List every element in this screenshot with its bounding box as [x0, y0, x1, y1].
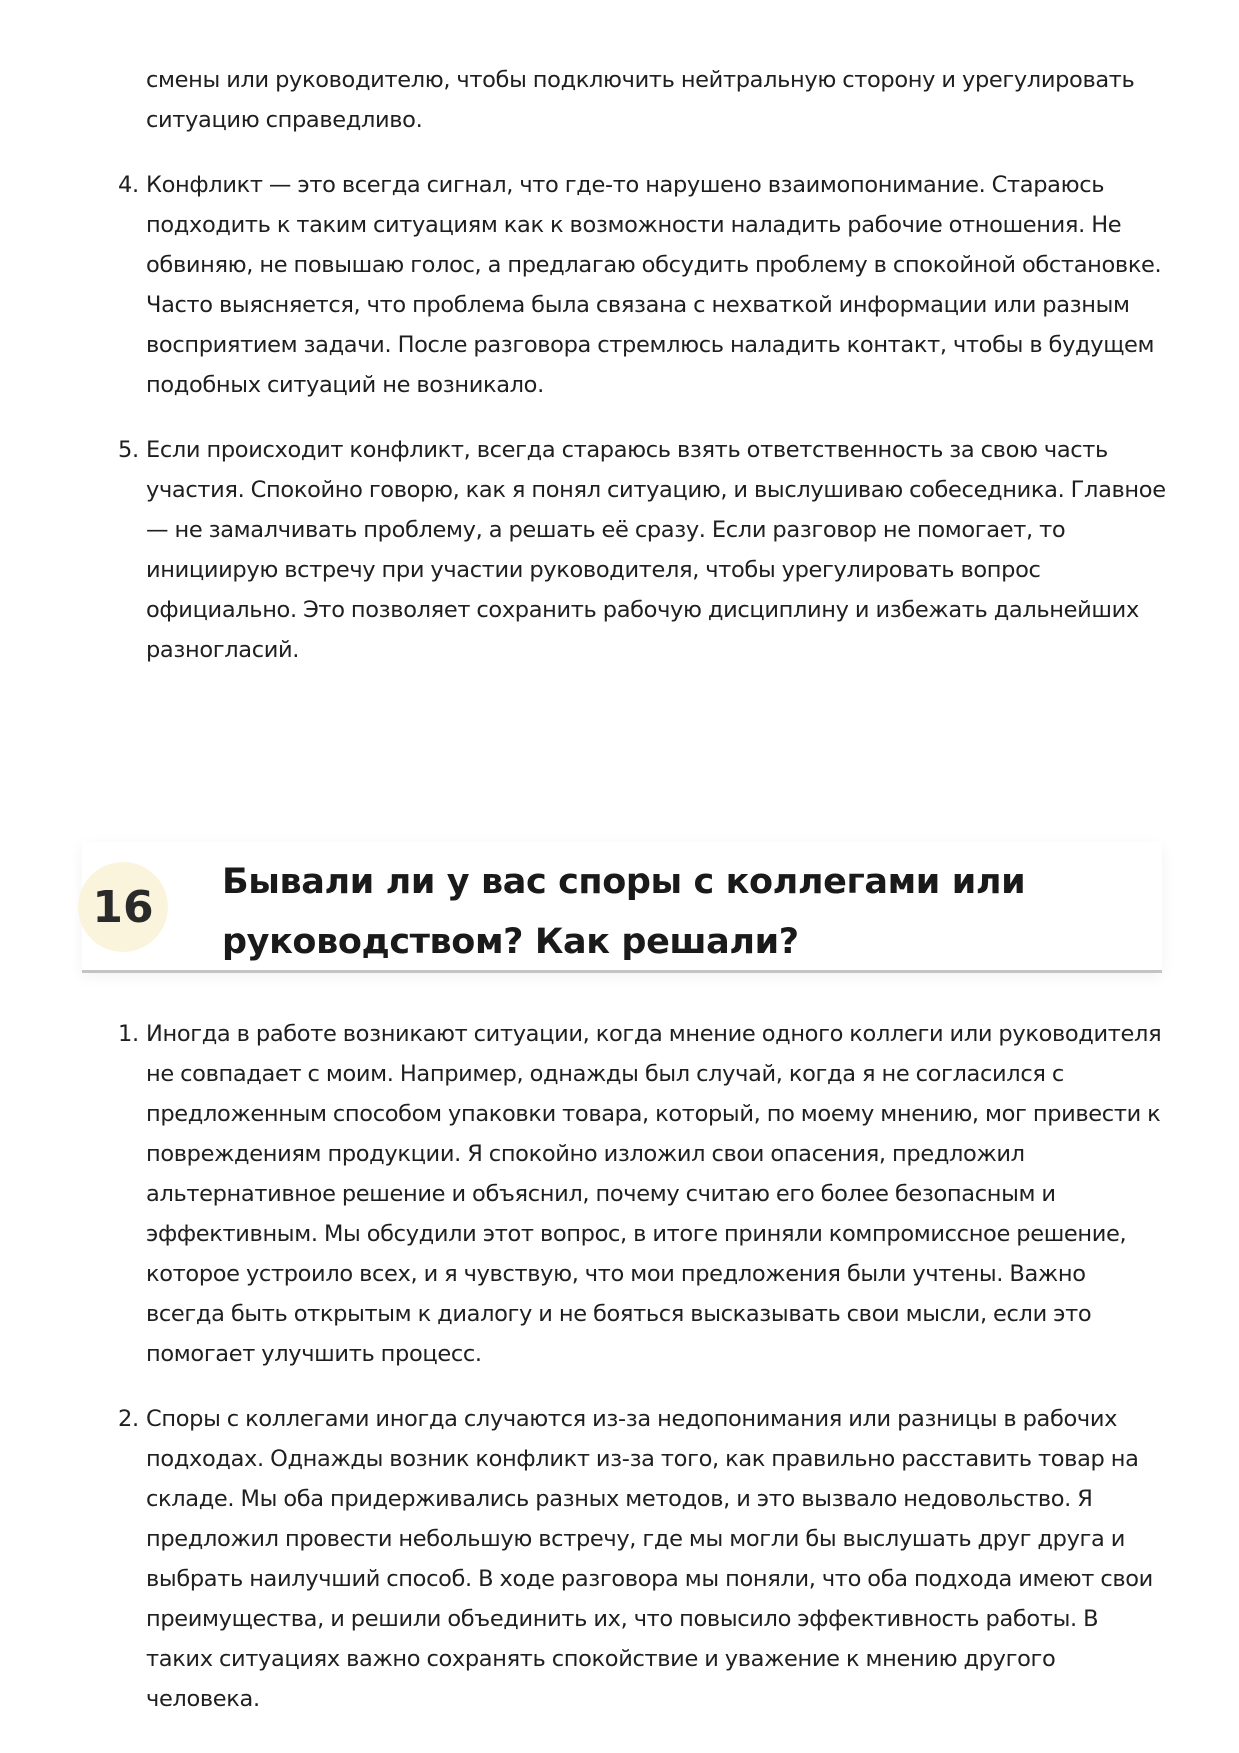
list-item-text: Конфликт — это всегда сигнал, что где-то нарушено взаимопонимание. Стараюсь подходить к таким ситуациям как к возможности наладить рабочие отношения. Не обвиняю, не повышаю голос, а предлагаю обсудить проблему в спокойной обстановке. Часто выясняется, что проблема была связана с нехваткой информации или разным восприятием задачи. После разговора стремлюсь наладить контакт, чтобы в будущем подобных ситуаций не возникало.	[146, 172, 1162, 398]
question-header	[82, 842, 1162, 973]
list-item-text: Иногда в работе возникают ситуации, когда мнение одного коллеги или руководителя не совпадает с моим. Например, однажды был случай, когда я не согласился с предложенным способом упаковки товара, который, по моему мнению, мог привести к повреждениям продукции. Я спокойно изложил свои опасения, предложил альтернативное решение и объяснил, почему считаю его более безопасным и эффективным. Мы обсудили этот вопрос, в итоге приняли компромиссное решение, которое устроило всех, и я чувствую, что мои предложения были учтены. Важно всегда быть открытым к диалогу и не бояться высказывать свои мысли, если это помогает улучшить процесс.	[146, 1021, 1162, 1367]
list-item	[118, 1014, 1168, 1374]
list-item	[118, 1399, 1168, 1719]
list-item-number: 2.	[118, 1406, 139, 1432]
answers-list	[118, 1014, 1168, 1719]
question-number-badge: 16	[78, 862, 168, 952]
question-title: Бывали ли у вас споры с коллегами или руководством? Как решали?	[222, 862, 1026, 962]
list-item-number: 1.	[118, 1021, 139, 1047]
list-item-number: 4.	[118, 172, 139, 198]
list-item-text: Споры с коллегами иногда случаются из-за недопонимания или разницы в рабочих подходах. Однажды возник конфликт из-за того, как правильно расставить товар на складе. Мы оба придерживались разных методов, и это вызвало недовольство. Я предложил провести небольшую встречу, где мы могли бы выслушать друг друга и выбрать наилучший способ. В ходе разговора мы поняли, что оба подхода имеют свои преимущества, и решили объединить их, что повысило эффективность работы. В таких ситуациях важно сохранять спокойствие и уважение к мнению другого человека.	[146, 1406, 1153, 1712]
previous-answers-list	[118, 60, 1168, 670]
list-item-text: Если происходит конфликт, всегда стараюсь взять ответственность за свою часть участия. Спокойно говорю, как я понял ситуацию, и выслушиваю собеседника. Главное — не замалчивать проблему, а решать её сразу. Если разговор не помогает, то инициирую встречу при участии руководителя, чтобы урегулировать вопрос официально. Это позволяет сохранить рабочую дисциплину и избежать дальнейших разногласий.	[146, 437, 1166, 663]
list-item-number: 5.	[118, 437, 139, 463]
list-item	[118, 165, 1168, 405]
list-item	[118, 430, 1168, 670]
previous-answer-continuation: смены или руководителю, чтобы подключить нейтральную сторону и урегулировать ситуацию справедливо.	[146, 67, 1135, 133]
